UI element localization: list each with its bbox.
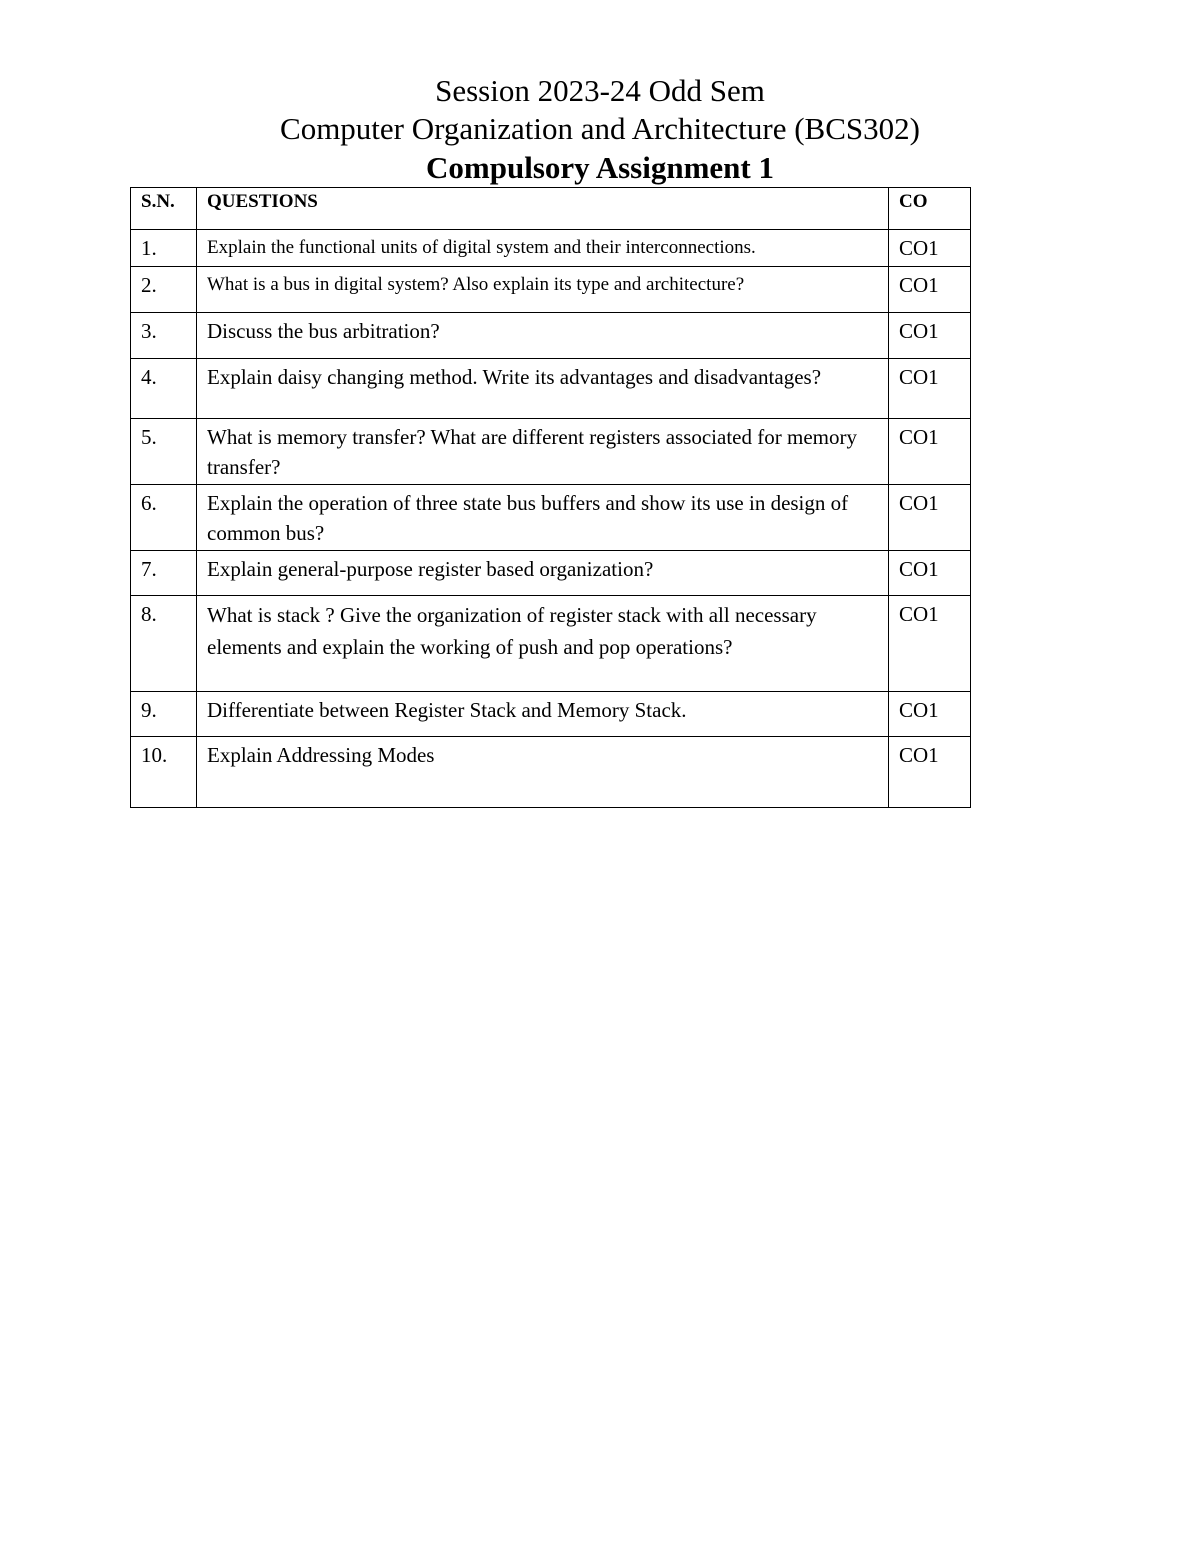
row-question: Differentiate between Register Stack and Memory Stack. (197, 692, 889, 737)
row-sn: 2. (131, 267, 197, 313)
table-header-row (131, 188, 971, 230)
row-sn: 9. (131, 692, 197, 737)
row-co: CO1 (889, 230, 971, 267)
column-header-sn: S.N. (131, 188, 197, 230)
row-question: Explain daisy changing method. Write its advantages and disadvantages? (197, 359, 889, 419)
row-co: CO1 (889, 485, 971, 551)
row-co: CO1 (889, 313, 971, 359)
assignment-table (130, 187, 971, 808)
row-sn: 5. (131, 419, 197, 485)
table-row (131, 313, 971, 359)
row-sn: 4. (131, 359, 197, 419)
row-question: Explain general-purpose register based organization? (197, 551, 889, 596)
row-question: What is stack ? Give the organization of register stack with all necessary elements and explain the working of push and pop operations? (197, 596, 889, 692)
table-row (131, 267, 971, 313)
row-co: CO1 (889, 737, 971, 808)
table-row (131, 485, 971, 551)
table-row (131, 359, 971, 419)
row-question: What is memory transfer? What are different registers associated for memory transfer? (197, 419, 889, 485)
row-sn: 8. (131, 596, 197, 692)
row-co: CO1 (889, 419, 971, 485)
course-line: Computer Organization and Architecture (BCS302) (280, 111, 920, 146)
row-co: CO1 (889, 551, 971, 596)
row-question: Explain the functional units of digital system and their interconnections. (197, 230, 889, 267)
row-sn: 6. (131, 485, 197, 551)
row-sn: 10. (131, 737, 197, 808)
column-header-co: CO (889, 188, 971, 230)
row-question: Discuss the bus arbitration? (197, 313, 889, 359)
column-header-questions: QUESTIONS (197, 188, 889, 230)
row-co: CO1 (889, 359, 971, 419)
table-row (131, 419, 971, 485)
row-co: CO1 (889, 596, 971, 692)
row-sn: 1. (131, 230, 197, 267)
table-row (131, 737, 971, 808)
row-co: CO1 (889, 692, 971, 737)
table-row (131, 230, 971, 267)
row-question: What is a bus in digital system? Also explain its type and architecture? (197, 267, 889, 313)
assignment-title: Compulsory Assignment 1 (426, 150, 774, 185)
table-row (131, 596, 971, 692)
row-co: CO1 (889, 267, 971, 313)
session-line: Session 2023-24 Odd Sem (435, 73, 765, 108)
row-sn: 7. (131, 551, 197, 596)
document-header (0, 72, 1200, 188)
table-row (131, 551, 971, 596)
row-sn: 3. (131, 313, 197, 359)
row-question: Explain Addressing Modes (197, 737, 889, 808)
table-row (131, 692, 971, 737)
row-question: Explain the operation of three state bus buffers and show its use in design of common bus? (197, 485, 889, 551)
